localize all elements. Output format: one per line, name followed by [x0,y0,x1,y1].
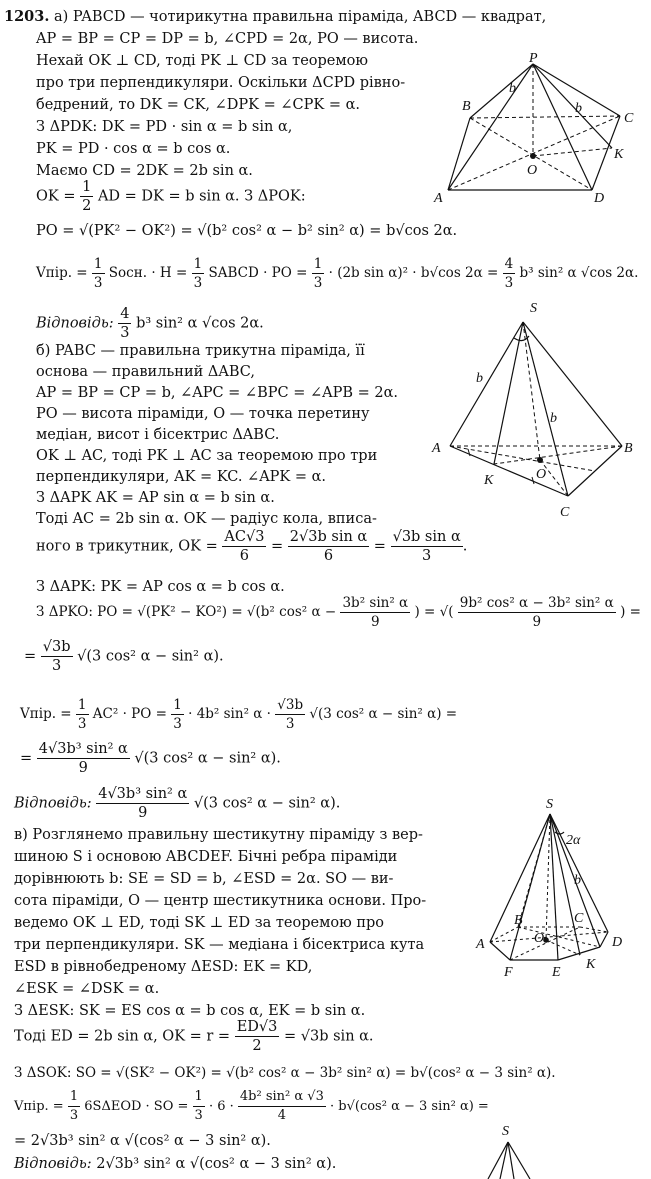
fig3-label-b: b [574,873,581,888]
fig2-label-S: S [530,301,537,316]
fig2-label-O: O [536,467,547,482]
part-b-line-11: З ΔAPK: PK = AP cos α = b cos α. [36,579,285,595]
fig1-label-K: K [614,147,624,162]
part-c-line-2: шиною S і основою ABCDEF. Бічні ребра піраміди [14,849,398,865]
fig3-label-angle: 2α [566,833,581,848]
part-a-answer: Відповідь: $\frac{4}{3}$ b³ sin² α √cos 2α. [36,306,264,341]
part-b-line-5: медіан, висот і бісектрис ΔABC. [36,427,280,443]
part-b-line-1: б) PABC — правильна трикутна піраміда, її [36,343,365,359]
part-a-line-8: Маємо CD = 2DK = 2b sin α. [36,163,253,179]
part-c-line-10: Тоді ED = 2b sin α, OK = r = $\frac{ED√3}{2}$ = √3b sin α. [14,1019,374,1054]
part-a-line-6: З ΔPDK: DK = PD · sin α = b sin α, [36,119,293,135]
part-b-volume: Vпір. = $\frac{1}{3}$ AC² · PO = $\frac{1}{3}$ · 4b² sin² α · $\frac{√3b}{3}$ √(3 cos² α − sin² α) = [20,697,458,732]
part-b-volume-result: = $\frac{\text{4√3b³ sin² α}}{9}$ √(3 cos² α − sin² α). [20,741,281,776]
fig2-label-A: A [432,441,441,456]
part-b-line-10: ного в трикутник, OK = $\frac{AC√3}{6}$ = $\frac{\text{2√3b sin α}}{6}$ = $\frac{\text{√3b sin α}}{3}$ . [36,529,468,564]
part-c-line-1: в) Розглянемо правильну шестикутну піраміду з вер- [14,827,423,843]
part-a-line-1: 1203. а) PABCD — чотирикутна правильна піраміда, ABCD — квадрат, [4,8,547,25]
part-a-line-10: PO = √(PK² − OK²) = √(b² cos² α − b² sin² α) = b√cos 2α. [36,223,458,239]
fig3-label-O: O [534,931,545,946]
part-b-line-13: = $\frac{√3b}{3}$ √(3 cos² α − sin² α). [24,639,224,674]
figure-square-pyramid [430,52,650,212]
part-c-line-9: З ΔESK: SK = ES cos α = b cos α, EK = b sin α. [14,1003,366,1019]
part-c-line-11: З ΔSOK: SO = √(SK² − OK²) = √(b² cos² α − 3b² sin² α) = b√(cos² α − 3 sin² α). [14,1065,556,1081]
fig3-label-A: A [476,937,485,952]
part-a-line-7: PK = PD · cos α = b cos α. [36,141,231,157]
part-c-answer: Відповідь: 2√3b³ sin² α √(cos² α − 3 sin² α). [14,1156,337,1172]
part-c-line-5: ведемо OK ⊥ ED, тоді SK ⊥ ED за теоремою про [14,915,384,931]
fig3-label-K: K [586,957,596,972]
part-b-line-7: перпендикуляри, AK = KC. ∠APK = α. [36,469,327,485]
fig1-label-O: O [527,163,538,178]
part-b-line-6: OK ⊥ AC, тоді PK ⊥ AC за теоремою про три [36,448,378,464]
part-c-line-8: ∠ESK = ∠DSK = α. [14,981,160,997]
fig1-label-C: C [624,111,634,126]
part-b-line-12: З ΔPKO: PO = √(PK² − KO²) = √(b² cos² α − $\frac{\text{3b² sin² α}}{9}$ ) = √( $\frac{\text{9b² cos² α − 3b² sin² α}}{9}$ ) = [36,595,641,630]
fig4-label-S: S [502,1124,509,1139]
part-c-line-7: ESD в рівнобедреному ΔESD: EK = KD, [14,959,313,975]
fig1-label-b2: b [575,101,582,116]
fig1-label-A: A [434,191,443,206]
part-c-line-6: три перпендикуляри. SK — медіана і бісектриса кута [14,937,425,953]
fig1-label-P: P [529,52,538,66]
fig3-label-C: C [574,911,584,926]
fig2-label-b2: b [550,411,557,426]
part-c-volume: Vпір. = $\frac{1}{3}$ 6SΔEOD · SO = $\frac{1}{3}$ · 6 · $\frac{\text{4b² sin² α √3}}{4}$ · b√(cos² α − 3 sin² α) = [14,1089,489,1123]
fig3-label-E: E [552,965,561,980]
fig2-label-b1: b [476,371,483,386]
fig3-label-F: F [504,965,513,980]
part-c-line-4: сота піраміди, O — центр шестикутника основи. Про- [14,893,427,909]
part-a-line-9: OK = $\frac{1}{2}$ AD = DK = b sin α. З ΔPOK: [36,179,306,214]
part-a-volume: Vпір. = $\frac{1}{3}$ Sосн. · H = $\frac{1}{3}$ SABCD · PO = $\frac{1}{3}$ · (2b sin α)² · b√cos 2α = $\frac{4}{3}$ b³ sin² α √cos 2α. [36,256,639,291]
part-c-line-3: дорівнюють b: SE = SD = b, ∠ESD = 2α. SO — ви- [14,871,394,887]
fig2-label-C: C [560,505,570,520]
fig1-label-D: D [594,191,605,206]
fig1-label-B: B [462,99,471,114]
part-b-line-4: PO — висота піраміди, O — точка перетину [36,406,370,422]
part-b-answer: Відповідь: $\frac{\text{4√3b³ sin² α}}{9}$ √(3 cos² α − sin² α). [14,786,341,821]
fig3-label-B: B [514,913,523,928]
figure-triangular-pyramid [428,296,650,521]
fig3-label-S: S [546,797,553,812]
part-a-line-3: Нехай OK ⊥ CD, тоді PK ⊥ CD за теоремою [36,53,369,69]
problem-number: 1203. [4,8,50,25]
part-b-line-3: AP = BP = CP = b, ∠APC = ∠BPC = ∠APB = 2α. [36,385,398,401]
fig2-label-K: K [484,473,494,488]
part-b-line-9: Тоді AC = 2b sin α. OK — радіус кола, вписа- [36,511,377,527]
part-a-line-2: AP = BP = CP = DP = b, ∠CPD = 2α, PO — висота. [36,31,419,47]
part-a-line-4: про три перпендикуляри. Оскільки ΔCPD рівно- [36,75,406,91]
part-b-line-2: основа — правильний ΔABC, [36,364,255,380]
fig1-label-b1: b [509,81,516,96]
fig2-label-B: B [624,441,633,456]
part-c-volume-result: = 2√3b³ sin² α √(cos² α − 3 sin² α). [14,1133,271,1149]
figure-hexagonal-pyramid [470,792,651,992]
part-a-line-5: бедрений, то DK = CK, ∠DPK = ∠CPK = α. [36,97,360,113]
part-b-line-8: З ΔAPK AK = AP sin α = b sin α. [36,490,275,506]
fig3-label-D: D [612,935,623,950]
figure-pyramid-partial [470,1118,570,1179]
